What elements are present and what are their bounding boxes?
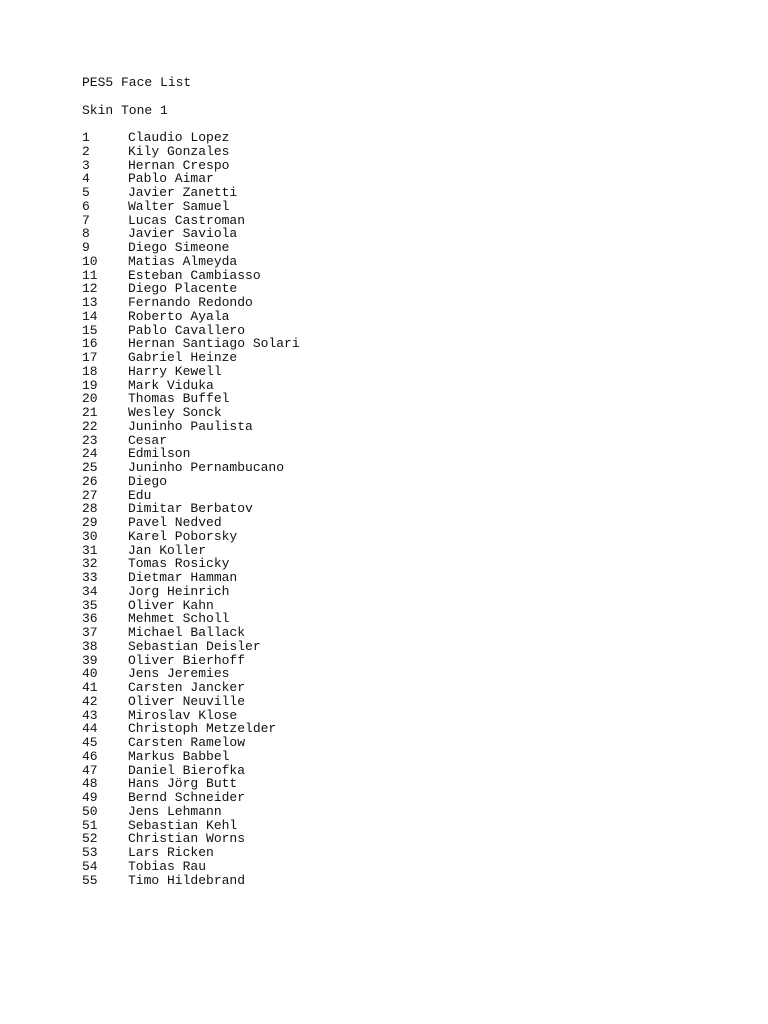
player-name: Juninho Paulista: [128, 418, 253, 434]
list-item: [82, 392, 722, 406]
player-name: Sebastian Deisler: [128, 638, 261, 654]
player-name: Daniel Bierofka: [128, 762, 246, 778]
list-item: [82, 695, 722, 709]
player-name: Mehmet Scholl: [128, 611, 230, 627]
face-number: 10: [82, 253, 98, 269]
list-item: [82, 667, 722, 681]
section-heading: Skin Tone 1: [82, 102, 168, 118]
list-item: [82, 337, 722, 351]
player-name: Carsten Jancker: [128, 680, 246, 695]
player-name: Diego Simeone: [128, 240, 230, 255]
player-name: Jens Lehmann: [128, 803, 222, 819]
player-name: Roberto Ayala: [128, 308, 230, 324]
player-name: Fernando Redondo: [128, 295, 253, 310]
face-number: 45: [82, 735, 98, 750]
list-item: [82, 447, 722, 461]
face-number: 40: [82, 666, 98, 682]
player-name: Walter Samuel: [128, 198, 230, 214]
face-number: 30: [82, 528, 98, 544]
player-name: Cesar: [128, 432, 168, 448]
face-number: 43: [82, 707, 98, 723]
player-name: Oliver Bierhoff: [128, 652, 246, 668]
face-number: 37: [82, 625, 98, 640]
list-item: [82, 612, 722, 626]
document-page: [82, 76, 722, 887]
player-name: Hernan Crespo: [128, 157, 230, 173]
list-item: [82, 255, 722, 269]
list-item: [82, 145, 722, 159]
player-name: Lars Ricken: [128, 845, 214, 860]
player-name: Lucas Castroman: [128, 212, 246, 228]
list-item: [82, 269, 722, 283]
face-number: 52: [82, 831, 98, 847]
player-name: Hernan Santiago Solari: [128, 336, 300, 352]
face-number: 1: [82, 130, 90, 145]
list-item: [82, 324, 722, 338]
face-number: 18: [82, 363, 98, 379]
player-name: Jorg Heinrich: [128, 583, 230, 599]
player-name: Jan Koller: [128, 542, 207, 558]
face-number: 4: [82, 171, 90, 187]
player-name: Christian Worns: [128, 831, 246, 847]
list-item: [82, 681, 722, 695]
player-name: Carsten Ramelow: [128, 735, 246, 750]
face-number: 11: [82, 267, 98, 283]
player-name: Christoph Metzelder: [128, 721, 277, 737]
player-name: Bernd Schneider: [128, 790, 246, 805]
list-item: [82, 351, 722, 365]
face-number: 24: [82, 446, 98, 462]
face-number: 49: [82, 790, 98, 805]
list-item: [82, 805, 722, 819]
list-item: [82, 420, 722, 434]
face-number: 3: [82, 157, 90, 173]
player-name: Pavel Nedved: [128, 515, 222, 530]
list-item: [82, 819, 722, 833]
list-item: [82, 736, 722, 750]
player-name: Matias Almeyda: [128, 253, 238, 269]
face-number: 17: [82, 350, 98, 365]
face-number: 19: [82, 377, 98, 393]
face-number: 31: [82, 542, 98, 558]
player-name: Gabriel Heinze: [128, 350, 238, 365]
list-item: [82, 516, 722, 530]
player-name: Diego Placente: [128, 281, 238, 297]
face-number: 48: [82, 776, 98, 792]
list-item: [82, 846, 722, 860]
face-number: 34: [82, 583, 98, 599]
face-number: 38: [82, 638, 98, 654]
player-name: Pablo Cavallero: [128, 322, 246, 338]
player-name: Esteban Cambiasso: [128, 267, 261, 283]
face-number: 5: [82, 185, 90, 200]
list-item: [82, 131, 722, 145]
list-item: [82, 654, 722, 668]
list-item: [82, 544, 722, 558]
player-name: Diego: [128, 473, 168, 489]
face-number: 14: [82, 308, 98, 324]
player-name: Hans Jörg Butt: [128, 776, 238, 792]
face-number: 42: [82, 693, 98, 709]
face-number: 33: [82, 570, 98, 585]
player-name: Kily Gonzales: [128, 143, 230, 159]
face-number: 6: [82, 198, 90, 214]
list-item: [82, 296, 722, 310]
list-item: [82, 461, 722, 475]
face-number: 12: [82, 281, 98, 297]
face-number: 7: [82, 212, 90, 228]
list-item: [82, 764, 722, 778]
list-item: [82, 172, 722, 186]
face-number: 32: [82, 556, 98, 572]
list-item: [82, 585, 722, 599]
face-number: 46: [82, 748, 98, 764]
list-item: [82, 379, 722, 393]
list-item: [82, 832, 722, 846]
list-item: [82, 227, 722, 241]
player-name: Oliver Neuville: [128, 693, 246, 709]
face-number: 36: [82, 611, 98, 627]
list-item: [82, 750, 722, 764]
list-item: [82, 860, 722, 874]
player-name: Michael Ballack: [128, 625, 246, 640]
list-item: [82, 640, 722, 654]
player-name: Edmilson: [128, 446, 191, 462]
player-name: Juninho Pernambucano: [128, 460, 285, 475]
face-number: 22: [82, 418, 98, 434]
face-number: 9: [82, 240, 90, 255]
face-number: 44: [82, 721, 98, 737]
player-name: Miroslav Klose: [128, 707, 238, 723]
face-number: 15: [82, 322, 98, 338]
face-number: 53: [82, 845, 98, 860]
list-item: [82, 365, 722, 379]
player-name: Timo Hildebrand: [128, 872, 246, 888]
list-item: [82, 502, 722, 516]
face-number: 27: [82, 487, 98, 503]
list-item: [82, 777, 722, 791]
list-item: [82, 282, 722, 296]
player-name: Dietmar Hamman: [128, 570, 238, 585]
list-item: [82, 599, 722, 613]
player-name: Thomas Buffel: [128, 391, 230, 407]
face-number: 20: [82, 391, 98, 407]
list-item: [82, 791, 722, 805]
player-name: Wesley Sonck: [128, 405, 222, 420]
face-list: [82, 131, 722, 887]
player-name: Pablo Aimar: [128, 171, 214, 187]
face-number: 51: [82, 817, 98, 833]
face-number: 41: [82, 680, 98, 695]
player-name: Karel Poborsky: [128, 528, 238, 544]
face-number: 23: [82, 432, 98, 448]
player-name: Edu: [128, 487, 152, 503]
list-item: [82, 159, 722, 173]
list-item: [82, 709, 722, 723]
player-name: Sebastian Kehl: [128, 817, 238, 833]
list-item: [82, 571, 722, 585]
player-name: Tobias Rau: [128, 858, 207, 874]
list-item: [82, 722, 722, 736]
document-title: PES5 Face List: [82, 75, 192, 90]
face-number: 16: [82, 336, 98, 352]
player-name: Claudio Lopez: [128, 130, 230, 145]
face-number: 29: [82, 515, 98, 530]
list-item: [82, 200, 722, 214]
face-number: 55: [82, 872, 98, 888]
player-name: Tomas Rosicky: [128, 556, 230, 572]
list-item: [82, 530, 722, 544]
face-number: 25: [82, 460, 98, 475]
face-number: 47: [82, 762, 98, 778]
face-number: 50: [82, 803, 98, 819]
face-number: 54: [82, 858, 98, 874]
face-number: 2: [82, 143, 90, 159]
player-name: Dimitar Berbatov: [128, 501, 253, 517]
face-number: 28: [82, 501, 98, 517]
face-number: 13: [82, 295, 98, 310]
list-item: [82, 214, 722, 228]
list-item: [82, 489, 722, 503]
list-item: [82, 874, 722, 888]
face-number: 35: [82, 597, 98, 613]
player-name: Javier Zanetti: [128, 185, 238, 200]
face-number: 39: [82, 652, 98, 668]
face-number: 8: [82, 226, 90, 242]
list-item: [82, 475, 722, 489]
list-item: [82, 626, 722, 640]
player-name: Harry Kewell: [128, 363, 222, 379]
player-name: Javier Saviola: [128, 226, 238, 242]
player-name: Mark Viduka: [128, 377, 214, 393]
list-item: [82, 310, 722, 324]
list-item: [82, 186, 722, 200]
face-number: 21: [82, 405, 98, 420]
player-name: Jens Jeremies: [128, 666, 230, 682]
face-number: 26: [82, 473, 98, 489]
list-item: [82, 557, 722, 571]
player-name: Markus Babbel: [128, 748, 230, 764]
player-name: Oliver Kahn: [128, 597, 214, 613]
list-item: [82, 434, 722, 448]
list-item: [82, 241, 722, 255]
list-item: [82, 406, 722, 420]
